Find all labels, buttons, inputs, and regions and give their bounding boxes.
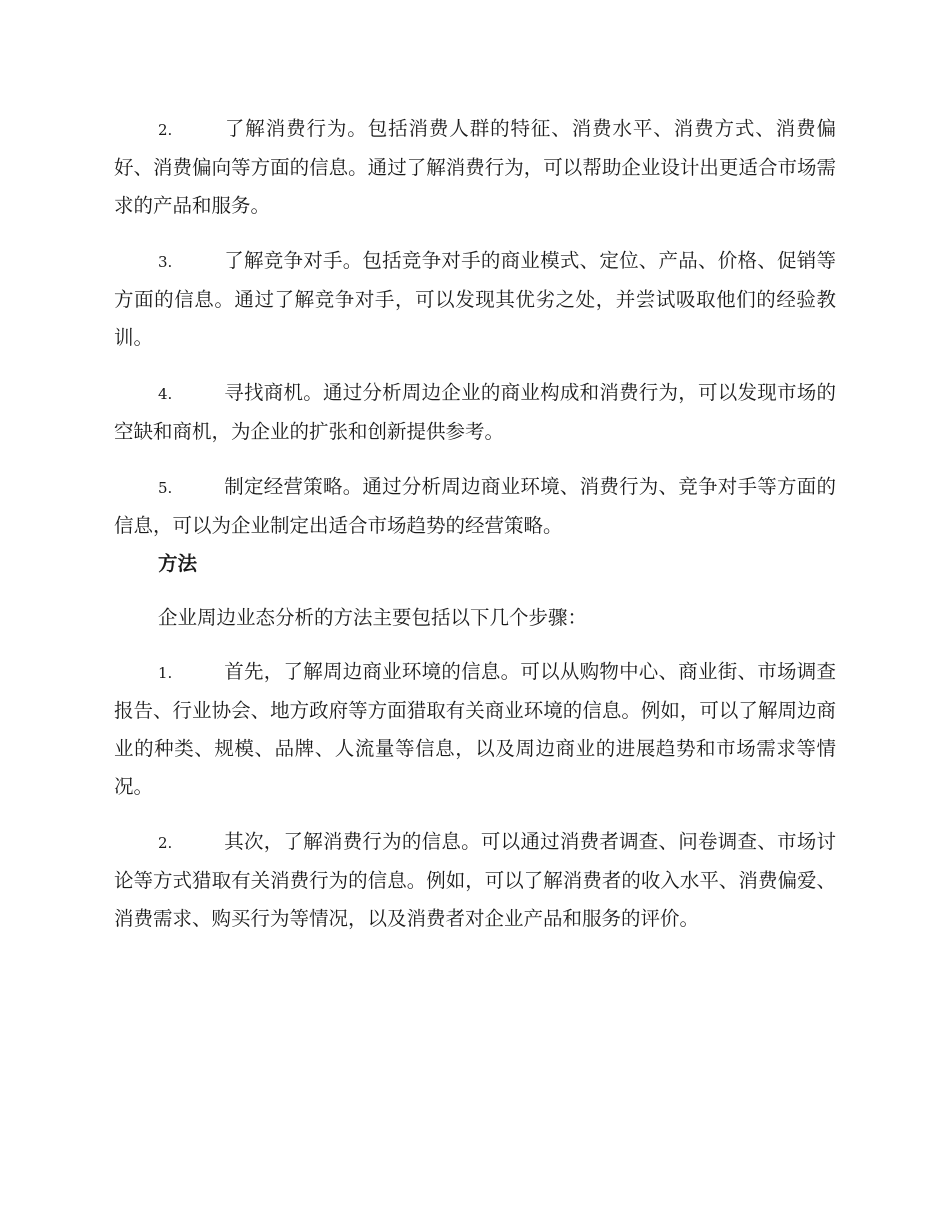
section-heading: 方法 [158,552,198,575]
list-text: 制定经营策略。通过分析周边商业环境、消费行为、竞争对手等方面的信息，可以为企业制定出适合市场趋势的经营策略。 [114,475,836,537]
document-page [114,110,836,938]
list-number: 2. [158,834,173,852]
list-number: 2. [158,121,173,139]
list-text: 了解竞争对手。包括竞争对手的商业模式、定位、产品、价格、促销等方面的信息。通过了解竞争对手，可以发现其优劣之处，并尝试吸取他们的经验教训。 [114,249,836,349]
list-text: 首先，了解周边商业环境的信息。可以从购物中心、商业街、市场调查报告、行业协会、地方政府等方面猎取有关商业环境的信息。例如，可以了解周边商业的种类、规模、品牌、人流量等信息，以及周边商业的进展趋势和市场需求等情况。 [114,660,836,798]
list-number: 1. [158,664,173,682]
list-number: 5. [158,479,173,497]
list-text: 了解消费行为。包括消费人群的特征、消费水平、消费方式、消费偏好、消费偏向等方面的信息。通过了解消费行为，可以帮助企业设计出更适合市场需求的产品和服务。 [114,117,836,217]
list-item [114,653,836,806]
list-number: 4. [158,385,173,403]
list-item [114,242,836,357]
list-number: 3. [158,253,173,271]
list-item [114,823,836,938]
list-item [114,110,836,225]
list-item [114,468,836,545]
list-text: 其次，了解消费行为的信息。可以通过消费者调查、问卷调查、市场讨论等方式猎取有关消费行为的信息。例如，可以了解消费者的收入水平、消费偏爱、消费需求、购买行为等情况，以及消费者对企业产品和服务的评价。 [114,830,836,930]
intro-paragraph: 企业周边业态分析的方法主要包括以下几个步骤： [158,606,588,629]
list-item [114,374,836,451]
list-text: 寻找商机。通过分析周边企业的商业构成和消费行为，可以发现市场的空缺和商机，为企业的扩张和创新提供参考。 [114,381,836,443]
